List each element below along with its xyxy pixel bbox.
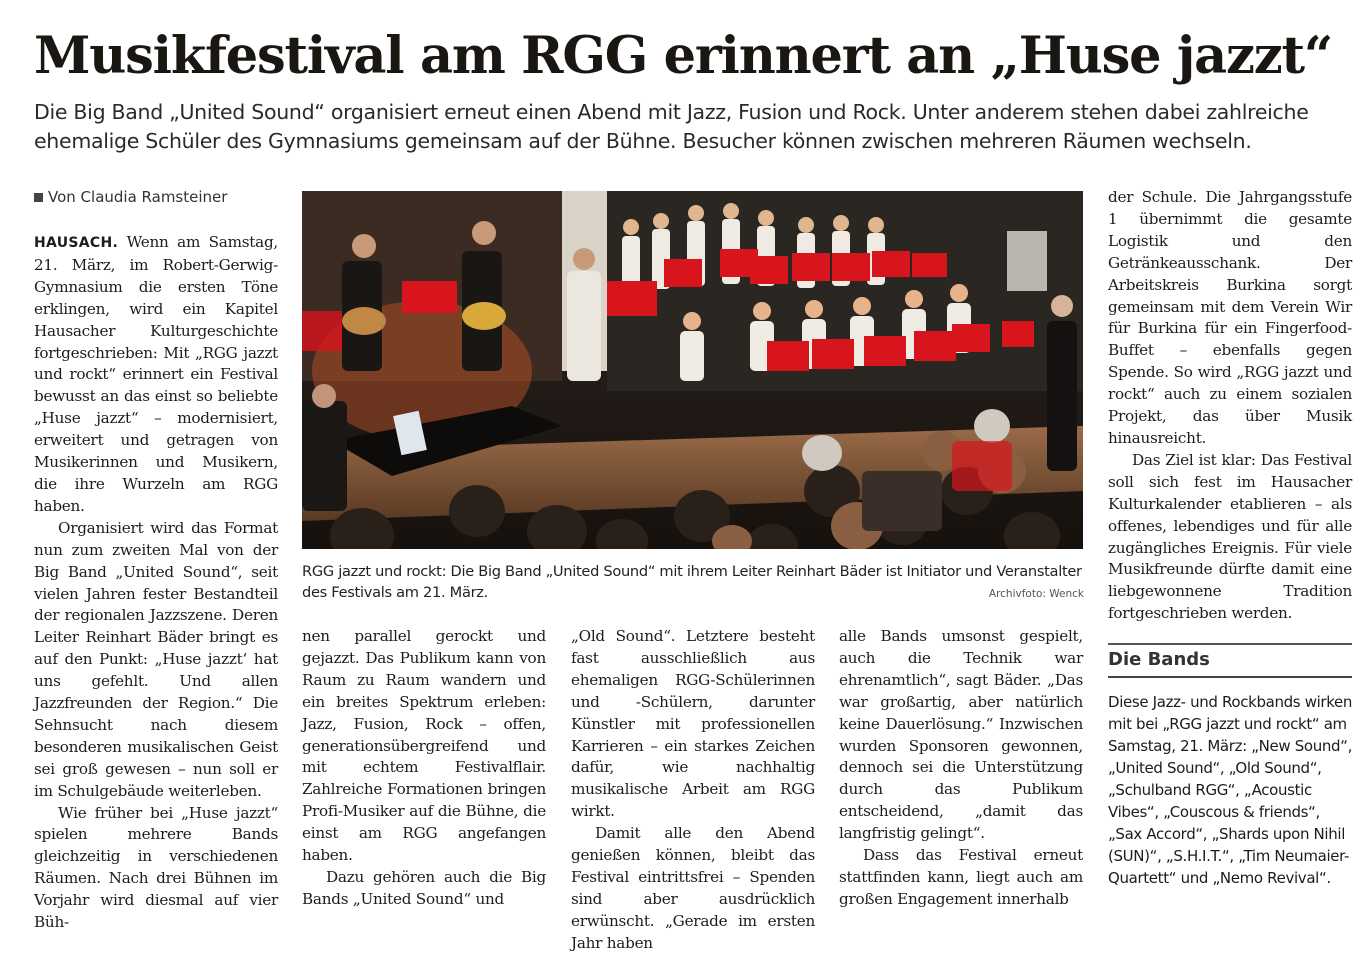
subline: Die Big Band „United Sound“ organisiert erneut einen Abend mit Jazz, Fusion und Rock. Unter anderem stehen dabei zahlreiche ehemalige Schüler des Gymnasiums gemeinsam auf der Bühne. Besucher können zwischen mehreren Räumen wechseln. <box>34 100 1309 153</box>
paragraph: Wie früher bei „Huse jazzt“ spielen mehrere Bands gleichzeitig in verschiedenen Räumen. Nach drei Bühnen im Vorjahr wird diesmal auf vier Büh- <box>34 803 278 932</box>
paragraph: Damit alle den Abend genießen können, bleibt das Festival eintrittsfrei – Spenden sind aber ausdrücklich erwünscht. „Gerade im ersten Jahr haben <box>571 824 815 952</box>
byline-author: Von Claudia Ramsteiner <box>48 188 228 206</box>
paragraph: alle Bands umsonst gespielt, auch die Technik war ehrenamtlich“, sagt Bäder. „Das war großartig, aber natürlich keine Dauerlösung.“ Inzwischen wurden Sponsoren gewonnen, dennoch sei die Unterstützung durch das Publikum entscheidend, „damit das langfristig gelingt“. <box>839 627 1083 843</box>
article-column-3 <box>571 626 815 955</box>
article-column-1 <box>34 232 278 934</box>
photo-credit: Archivfoto: Wenck <box>988 588 1084 600</box>
article-column-4 <box>839 626 1083 911</box>
sidebar-text: Diese Jazz- und Rockbands wirken mit bei „RGG jazzt und rockt“ am Samstag, 21. März: „New Sound“, „United Sound“, „Old Sound“, „Schulband RGG“, „Acoustic Vibes“, „Couscous & friends“, „Sax Accord“, „Shards upon Nihil (SUN)“, „S.H.I.T.“, „Tim Neumaier-Quartett“ und „Nemo Revival“. <box>1108 693 1353 887</box>
paragraph: der Schule. Die Jahrgangsstufe 1 übernimmt die gesamte Logistik und den Getränkeausschank. Der Arbeitskreis Burkina sorgt gemeinsam mit dem Verein Wir für Burkina für ein Fingerfood-Buffet – ebenfalls gegen Spende. So wird „RGG jazzt und rockt“ auch zu einem sozialen Projekt, das über Musik hinausreicht. <box>1108 188 1352 447</box>
paragraph-text: Wenn am Samstag, 21. März, im Robert-Gerwig-Gymnasium die ersten Töne erklingen, wird ein Kapitel Hausacher Kulturgeschichte fortgeschrieben: Mit „RGG jazzt und rockt“ erinnert ein Festival bewusst an das einst so beliebte „Huse jazzt“ – modernisiert, erweitert und getragen von Musikerinnen und Musikern, die ihre Wurzeln am RGG haben. <box>34 233 278 515</box>
byline <box>34 188 284 206</box>
big-band-concert-photo <box>302 191 1083 549</box>
square-bullet-icon <box>34 193 43 202</box>
paragraph <box>34 232 278 518</box>
dateline: HAUSACH. <box>34 235 119 251</box>
headline: Musikfestival am RGG erinnert an „Huse jazzt“ <box>34 26 1332 86</box>
photo-caption: RGG jazzt und rockt: Die Big Band „United Sound“ mit ihrem Leiter Reinhart Bäder ist Initiator und Veranstalter des Festivals am 21. März. <box>302 563 1082 601</box>
article-column-2 <box>302 626 546 911</box>
paragraph: Dass das Festival erneut stattfinden kann, liegt auch am großen Engagement innerhalb <box>839 846 1083 908</box>
paragraph: Dazu gehören auch die Big Bands „United Sound“ und <box>302 867 546 908</box>
paragraph: nen parallel gerockt und gejazzt. Das Publikum kann von Raum zu Raum wandern und ein breites Spektrum erleben: Jazz, Fusion, Rock – offen, generationsübergreifend und mit echtem Festivalflair. Zahlreiche Formationen bringen Profi-Musiker auf die Bühne, die einst am RGG angefangen haben. <box>302 627 546 865</box>
sidebar-title: Die Bands <box>1108 643 1352 678</box>
paragraph: „Old Sound“. Letztere besteht fast ausschließlich aus ehemaligen RGG-Schülerinnen und -Schülern, darunter Künstler mit professionellen Karrieren – ein starkes Zeichen dafür, wie nachhaltig musikalische Arbeit am RGG wirkt. <box>571 627 815 821</box>
article-column-5 <box>1108 187 1352 625</box>
paragraph: Organisiert wird das Format nun zum zweiten Mal von der Big Band „United Sound“, seit vielen Jahren fester Bestandteil der regionalen Jazzszene. Deren Leiter Reinhart Bäder bringt es auf den Punkt: „Huse jazzt‘ hat uns gefehlt. Und allen Jazzfreunden der Region.“ Die Sehnsucht nach diesem besonderen musikalischen Geist sei groß gewesen – nun soll er im Schulgebäude weiterleben. <box>34 518 278 800</box>
paragraph: Das Ziel ist klar: Das Festival soll sich fest im Hausacher Kulturkalender etablieren – als offenes, lebendiges und für alle zugängliches Ereignis. Für viele Musikfreunde dürfte damit eine liebgewonnene Tradition fortgeschrieben werden. <box>1108 450 1352 623</box>
article-photo <box>302 191 1083 549</box>
